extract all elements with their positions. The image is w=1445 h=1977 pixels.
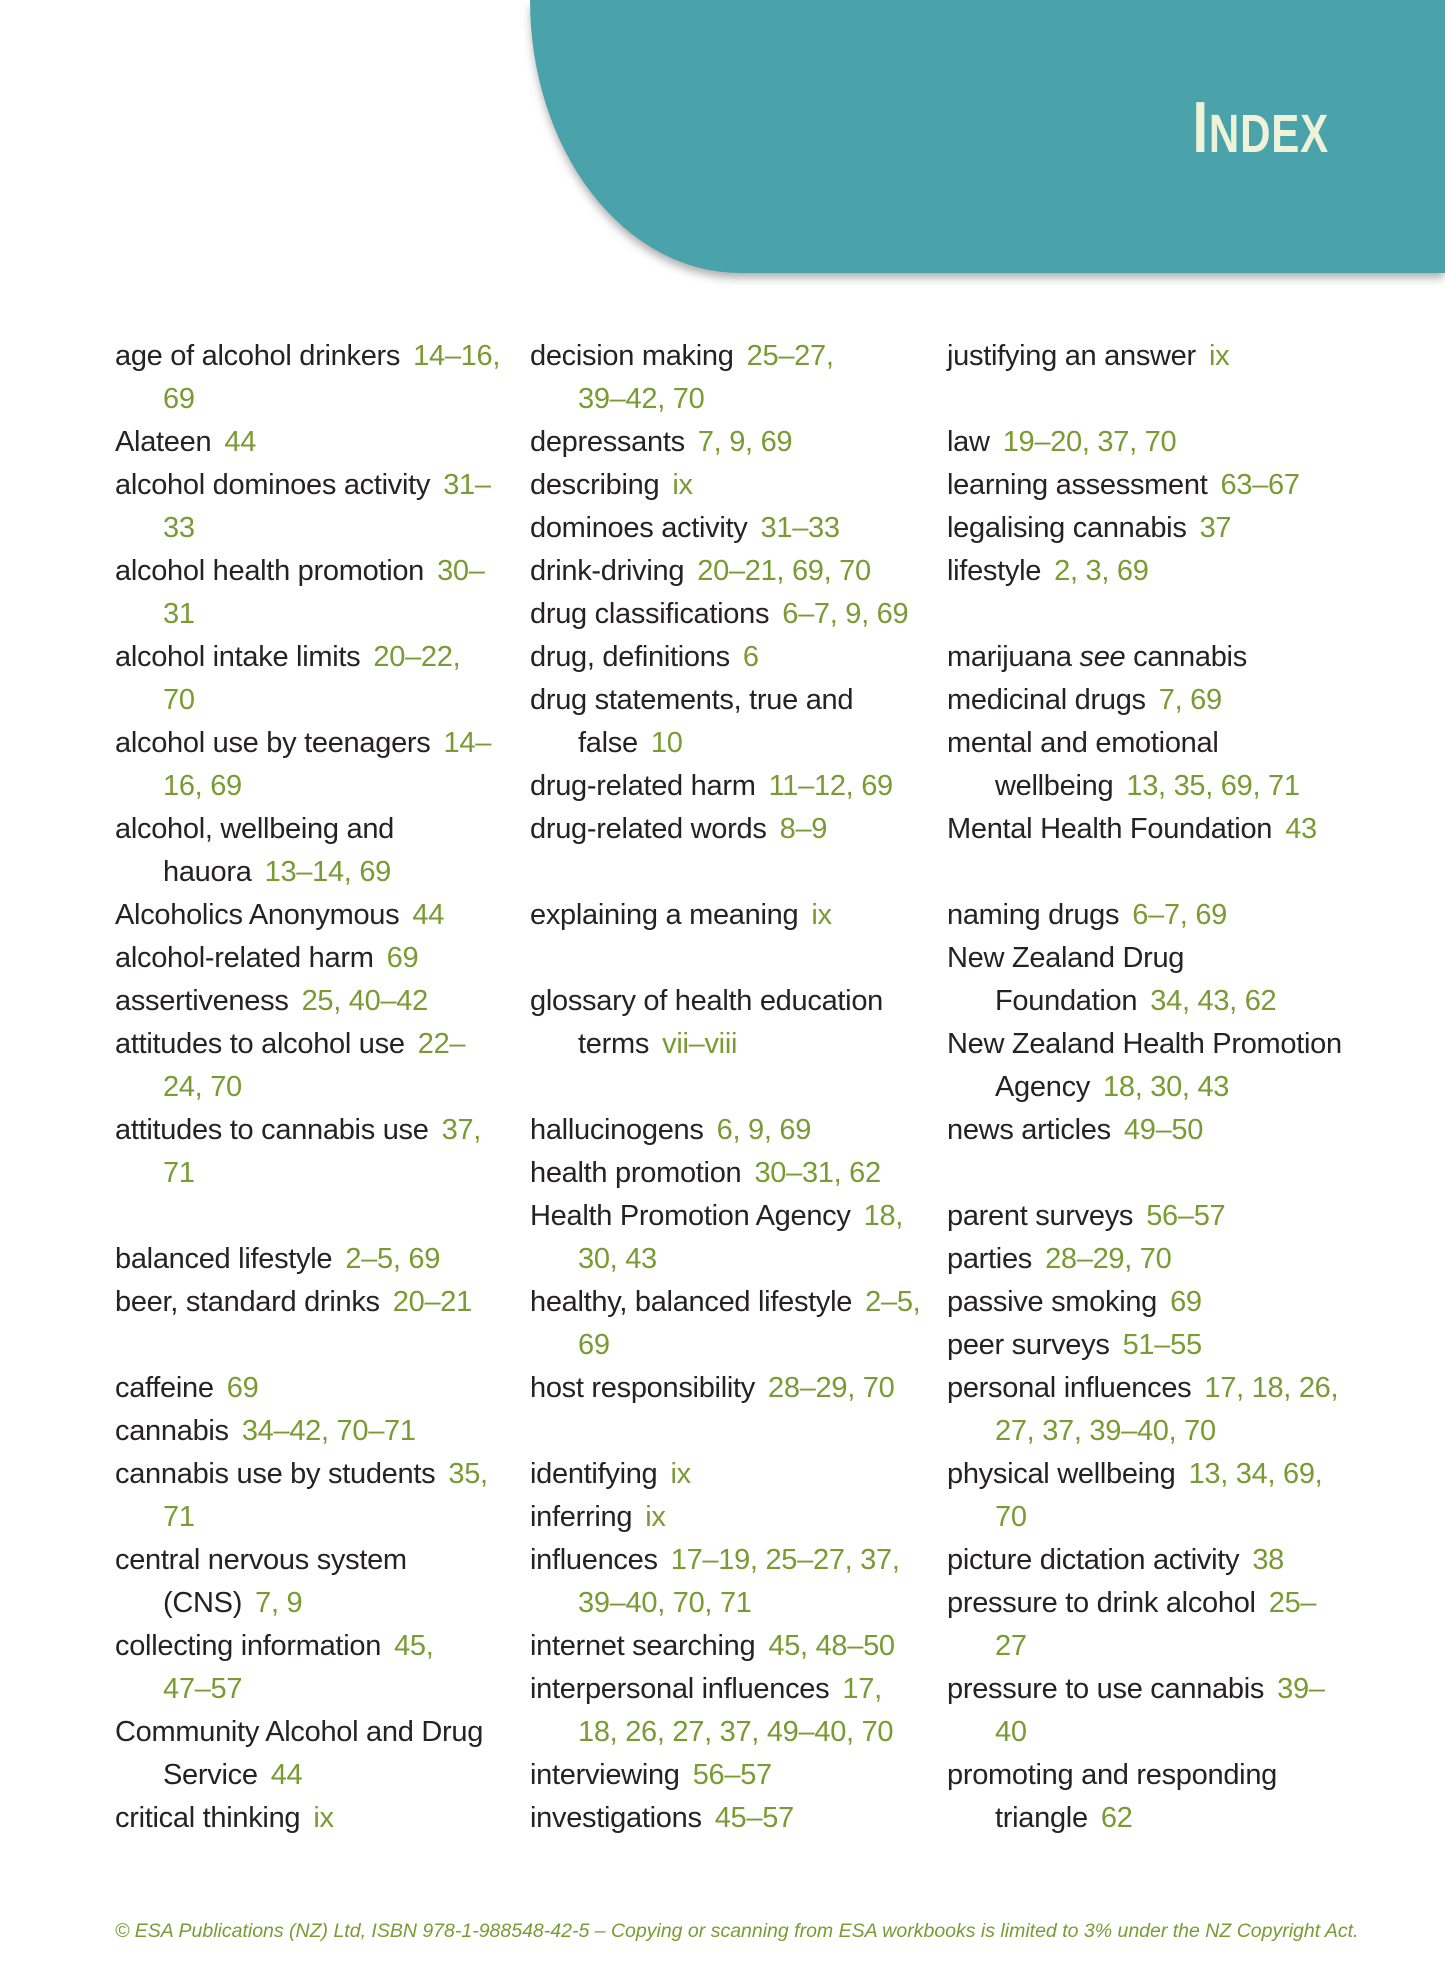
index-line [115, 636, 555, 679]
index-line [947, 1496, 1387, 1539]
page-numbers: 71 [163, 1501, 195, 1533]
index-line [115, 1281, 555, 1324]
blank-line [947, 1152, 1387, 1195]
term-text: Mental Health Foundation [947, 813, 1273, 845]
page-numbers: 6 [742, 641, 759, 673]
index-line [947, 464, 1387, 507]
page-numbers: 20–21, 69, 70 [697, 555, 871, 587]
term-text: identifying [530, 1458, 658, 1490]
page-numbers: vii–viii [662, 1028, 738, 1060]
page-numbers: 18, 30, 43 [1103, 1071, 1230, 1103]
page-numbers: 69 [1170, 1286, 1202, 1318]
page-numbers: 70 [163, 684, 195, 716]
term-text: Agency [995, 1071, 1090, 1103]
blank-line [530, 1066, 970, 1109]
index-line [530, 1797, 970, 1840]
index-column-3 [947, 335, 1387, 1840]
index-line [947, 636, 1387, 679]
term-text: terms [578, 1028, 650, 1060]
blank-line [947, 851, 1387, 894]
page-numbers: 20–22, [373, 641, 461, 673]
index-line [530, 1324, 970, 1367]
term-text: interpersonal influences [530, 1673, 830, 1705]
term-text: Foundation [995, 985, 1138, 1017]
index-line [530, 1711, 970, 1754]
page-numbers: 56–57 [1146, 1200, 1226, 1232]
page-numbers: ix [645, 1501, 666, 1533]
page-title-initial: I [1192, 88, 1209, 168]
term-text: beer, standard drinks [115, 1286, 380, 1318]
blank-line [530, 937, 970, 980]
page-numbers: 20–21 [392, 1286, 472, 1318]
index-line [530, 550, 970, 593]
page-numbers: ix [313, 1802, 334, 1834]
index-line [115, 1668, 555, 1711]
index-line [115, 464, 555, 507]
page-numbers: 8–9 [779, 813, 828, 845]
page-numbers: 30, 43 [578, 1243, 657, 1275]
term-text: Health Promotion Agency [530, 1200, 851, 1232]
index-line [115, 1797, 555, 1840]
index-line [115, 1238, 555, 1281]
term-text: inferring [530, 1501, 633, 1533]
term-text: drug-related words [530, 813, 767, 845]
page-numbers: 25–27, [746, 340, 834, 372]
page-numbers: 34, 43, 62 [1150, 985, 1277, 1017]
page-numbers: 49–50 [1123, 1114, 1204, 1146]
page-numbers: 69 [163, 383, 195, 415]
term-text: investigations [530, 1802, 702, 1834]
term-text: marijuana [947, 641, 1080, 673]
index-line [530, 1453, 970, 1496]
index-line [947, 1195, 1387, 1238]
term-text: learning assessment [947, 469, 1208, 501]
page-numbers: 6–7, 69 [1132, 899, 1228, 931]
page-numbers: 10 [650, 727, 683, 759]
index-line [947, 894, 1387, 937]
index-line [947, 1023, 1387, 1066]
index-line [530, 1582, 970, 1625]
term-text: cannabis use by students [115, 1458, 436, 1490]
page-numbers: 37 [1199, 512, 1232, 544]
term-text: legalising cannabis [947, 512, 1187, 544]
copyright-footer: © ESA Publications (NZ) Ltd, ISBN 978-1-988548-42-5 – Copying or scanning from ESA workbooks is limited to 3% under the NZ Copyright Act. [115, 1920, 1359, 1942]
index-line [947, 1109, 1387, 1152]
page-numbers: 7, 9 [255, 1587, 303, 1619]
page-numbers: 45–57 [714, 1802, 794, 1834]
page-numbers: ix [1208, 340, 1230, 372]
term-text: describing [530, 469, 660, 501]
term-text: peer surveys [947, 1329, 1110, 1361]
index-line [115, 851, 555, 894]
index-line [947, 1711, 1387, 1754]
index-line [115, 1367, 555, 1410]
index-line [947, 808, 1387, 851]
page-numbers: 27, 37, 39–40, 70 [995, 1415, 1216, 1447]
term-text: picture dictation activity [947, 1544, 1240, 1576]
page-numbers: 51–55 [1122, 1329, 1202, 1361]
page-numbers: 31 [163, 598, 195, 630]
index-line [115, 1109, 555, 1152]
index-line [530, 378, 970, 421]
index-line [115, 1453, 555, 1496]
index-line [115, 937, 555, 980]
page-numbers: 30– [437, 555, 485, 587]
page-numbers: 63–67 [1220, 469, 1300, 501]
page-numbers: 13, 34, 69, [1188, 1458, 1323, 1490]
term-text: hauora [163, 856, 252, 888]
page-numbers: 45, [394, 1630, 434, 1662]
term-text: collecting information [115, 1630, 382, 1662]
index-line [530, 593, 970, 636]
term-text: triangle [995, 1802, 1088, 1834]
index-line [947, 550, 1387, 593]
term-text: host responsibility [530, 1372, 755, 1404]
blank-line [947, 378, 1387, 421]
index-line [530, 464, 970, 507]
index-line [530, 1668, 970, 1711]
term-text: balanced lifestyle [115, 1243, 333, 1275]
index-line [115, 765, 555, 808]
index-line [530, 1496, 970, 1539]
page-numbers: 13–14, 69 [264, 856, 392, 888]
index-line [947, 507, 1387, 550]
term-text: dominoes activity [530, 512, 748, 544]
term-text: drink-driving [530, 555, 685, 587]
term-text: critical thinking [115, 1802, 301, 1834]
page-numbers: 17, 18, 26, [1204, 1372, 1339, 1404]
page-numbers: 22– [417, 1028, 466, 1060]
index-line [115, 1582, 555, 1625]
page-numbers: 28–29, 70 [768, 1372, 895, 1404]
index-line [530, 1281, 970, 1324]
term-text: attitudes to cannabis use [115, 1114, 429, 1146]
page-numbers: 69 [386, 942, 419, 974]
page-numbers: 24, 70 [163, 1071, 242, 1103]
term-text: justifying an answer [947, 340, 1196, 372]
page-numbers: 35, [448, 1458, 488, 1490]
page-numbers: 28–29, 70 [1045, 1243, 1172, 1275]
index-line [530, 894, 970, 937]
blank-line [115, 1324, 555, 1367]
page-numbers: 38 [1252, 1544, 1284, 1576]
page-numbers: 16, 69 [163, 770, 242, 802]
term-text: physical wellbeing [947, 1458, 1176, 1490]
page-numbers: 70 [995, 1501, 1027, 1533]
blank-line [947, 593, 1387, 636]
term-text: naming drugs [947, 899, 1120, 931]
index-line [530, 1539, 970, 1582]
index-line [947, 1410, 1387, 1453]
page-numbers: 44 [270, 1759, 303, 1791]
index-line [530, 507, 970, 550]
page-numbers: 37, [441, 1114, 482, 1146]
page-numbers: 47–57 [163, 1673, 243, 1705]
index-line [115, 1496, 555, 1539]
page-numbers: 25, 40–42 [301, 985, 428, 1017]
index-line [530, 765, 970, 808]
term-text: wellbeing [995, 770, 1114, 802]
index-line [530, 1625, 970, 1668]
index-line [947, 1582, 1387, 1625]
page-numbers: 31–33 [760, 512, 840, 544]
term-text: promoting and responding [947, 1759, 1277, 1791]
page-numbers: 11–12, 69 [768, 770, 893, 802]
term-text: alcohol, wellbeing and [115, 813, 394, 845]
term-text: mental and emotional [947, 727, 1219, 759]
index-line [947, 980, 1387, 1023]
term-text: caffeine [115, 1372, 214, 1404]
term-text: drug statements, true and [530, 684, 854, 716]
page-numbers: 18, 26, 27, 37, 49–40, 70 [578, 1716, 894, 1748]
page-numbers: 71 [163, 1157, 195, 1189]
index-line [115, 1410, 555, 1453]
index-line [530, 636, 970, 679]
index-line [947, 765, 1387, 808]
index-line [947, 1367, 1387, 1410]
page-numbers: 17, [842, 1673, 882, 1705]
index-line [530, 335, 970, 378]
page-numbers: 19–20, 37, 70 [1002, 426, 1177, 458]
term-text: parent surveys [947, 1200, 1134, 1232]
page-numbers: 45, 48–50 [768, 1630, 895, 1662]
term-text: Alateen [115, 426, 212, 458]
index-line [530, 1023, 970, 1066]
index-line [947, 1066, 1387, 1109]
index-line [115, 1023, 555, 1066]
index-line [947, 679, 1387, 722]
term-text: drug classifications [530, 598, 770, 630]
page-numbers: 30–31, 62 [754, 1157, 881, 1189]
index-line [115, 1066, 555, 1109]
page-numbers: 31– [443, 469, 491, 501]
term-text: pressure to drink alcohol [947, 1587, 1256, 1619]
index-line [115, 722, 555, 765]
page-numbers: 39–42, 70 [578, 383, 705, 415]
term-text: (CNS) [163, 1587, 243, 1619]
index-line [947, 1324, 1387, 1367]
page-title [1192, 88, 1329, 168]
term-text: passive smoking [947, 1286, 1158, 1318]
term-text: law [947, 426, 990, 458]
page-numbers: 44 [412, 899, 445, 931]
index-line [115, 894, 555, 937]
index-line [530, 808, 970, 851]
term-text: interviewing [530, 1759, 680, 1791]
index-line [115, 1152, 555, 1195]
index-line [115, 1711, 555, 1754]
term-text: lifestyle [947, 555, 1042, 587]
page-numbers: 25– [1268, 1587, 1317, 1619]
index-line [947, 937, 1387, 980]
index-line [947, 335, 1387, 378]
term-text: news articles [947, 1114, 1111, 1146]
page-numbers: 7, 69 [1158, 684, 1222, 716]
header-banner [530, 0, 1445, 273]
term-text: healthy, balanced lifestyle [530, 1286, 853, 1318]
index-line [947, 1238, 1387, 1281]
term-text: cannabis [1125, 641, 1247, 673]
index-line [530, 1367, 970, 1410]
term-text: drug-related harm [530, 770, 756, 802]
page-numbers: 27 [995, 1630, 1027, 1662]
index-line [947, 1453, 1387, 1496]
page-numbers: 17–19, 25–27, 37, [670, 1544, 900, 1576]
term-text: age of alcohol drinkers [115, 340, 401, 372]
term-text: glossary of health education [530, 985, 884, 1017]
blank-line [115, 1195, 555, 1238]
term-text: depressants [530, 426, 685, 458]
index-line [947, 1797, 1387, 1840]
index-line [530, 980, 970, 1023]
page-numbers: 2, 3, 69 [1054, 555, 1149, 587]
page-numbers: 6, 9, 69 [716, 1114, 812, 1146]
page-numbers: ix [811, 899, 832, 931]
index-line [947, 1281, 1387, 1324]
index-line [115, 507, 555, 550]
term-text: hallucinogens [530, 1114, 704, 1146]
page-numbers: 2–5, [865, 1286, 921, 1318]
term-text: Service [163, 1759, 258, 1791]
index-line [115, 593, 555, 636]
index-line [530, 722, 970, 765]
term-text: cannabis [115, 1415, 229, 1447]
index-line [115, 679, 555, 722]
index-line [947, 1668, 1387, 1711]
index-line [947, 1625, 1387, 1668]
cross-reference: see [1079, 641, 1126, 673]
index-line [115, 550, 555, 593]
term-text: false [578, 727, 638, 759]
index-line [530, 421, 970, 464]
index-line [530, 1109, 970, 1152]
index-line [115, 1625, 555, 1668]
page-numbers: 14–16, [413, 340, 501, 372]
page-numbers: 18, [863, 1200, 904, 1232]
term-text: explaining a meaning [530, 899, 799, 931]
term-text: drug, definitions [530, 641, 730, 673]
term-text: central nervous system [115, 1544, 407, 1576]
page-numbers: 43 [1285, 813, 1317, 845]
term-text: alcohol use by teenagers [115, 727, 431, 759]
page-numbers: 34–42, 70–71 [241, 1415, 416, 1447]
page-numbers: 62 [1100, 1802, 1133, 1834]
index-line [115, 335, 555, 378]
blank-line [530, 1410, 970, 1453]
page-numbers: 39–40, 70, 71 [578, 1587, 752, 1619]
index-line [115, 1754, 555, 1797]
index-line [530, 1754, 970, 1797]
term-text: Community Alcohol and Drug [115, 1716, 484, 1748]
term-text: Alcoholics Anonymous [115, 899, 400, 931]
index-line [530, 679, 970, 722]
page-numbers: 2–5, 69 [345, 1243, 441, 1275]
page-numbers: 7, 9, 69 [697, 426, 793, 458]
page-numbers: 40 [995, 1716, 1027, 1748]
index-line [115, 378, 555, 421]
term-text: pressure to use cannabis [947, 1673, 1265, 1705]
index-line [115, 980, 555, 1023]
page-numbers: ix [670, 1458, 691, 1490]
page-numbers: 13, 35, 69, 71 [1126, 770, 1300, 802]
index-line [115, 421, 555, 464]
index-line [947, 1539, 1387, 1582]
index-line [530, 1152, 970, 1195]
term-text: attitudes to alcohol use [115, 1028, 405, 1060]
page-title-rest: NDEX [1208, 104, 1329, 164]
page-numbers: 33 [163, 512, 195, 544]
page-numbers: 56–57 [692, 1759, 772, 1791]
index-line [530, 1238, 970, 1281]
page-numbers: 39– [1277, 1673, 1325, 1705]
index-column-1 [115, 335, 555, 1840]
term-text: health promotion [530, 1157, 742, 1189]
term-text: alcohol-related harm [115, 942, 374, 974]
index-line [115, 1539, 555, 1582]
term-text: alcohol intake limits [115, 641, 361, 673]
blank-line [530, 851, 970, 894]
term-text: New Zealand Health Promotion [947, 1028, 1342, 1060]
term-text: assertiveness [115, 985, 289, 1017]
page-numbers: 44 [224, 426, 257, 458]
page-numbers: ix [672, 469, 693, 501]
index-column-2 [530, 335, 970, 1840]
page-numbers: 69 [578, 1329, 610, 1361]
term-text: medicinal drugs [947, 684, 1146, 716]
term-text: internet searching [530, 1630, 756, 1662]
term-text: parties [947, 1243, 1033, 1275]
page-numbers: 14– [443, 727, 492, 759]
page-numbers: 6–7, 9, 69 [782, 598, 909, 630]
index-line [530, 1195, 970, 1238]
term-text: New Zealand Drug [947, 942, 1185, 974]
term-text: decision making [530, 340, 734, 372]
index-line [947, 1754, 1387, 1797]
index-line [115, 808, 555, 851]
term-text: personal influences [947, 1372, 1192, 1404]
index-line [947, 722, 1387, 765]
page-numbers: 69 [226, 1372, 259, 1404]
term-text: alcohol health promotion [115, 555, 425, 587]
index-line [947, 421, 1387, 464]
term-text: alcohol dominoes activity [115, 469, 431, 501]
term-text: influences [530, 1544, 658, 1576]
